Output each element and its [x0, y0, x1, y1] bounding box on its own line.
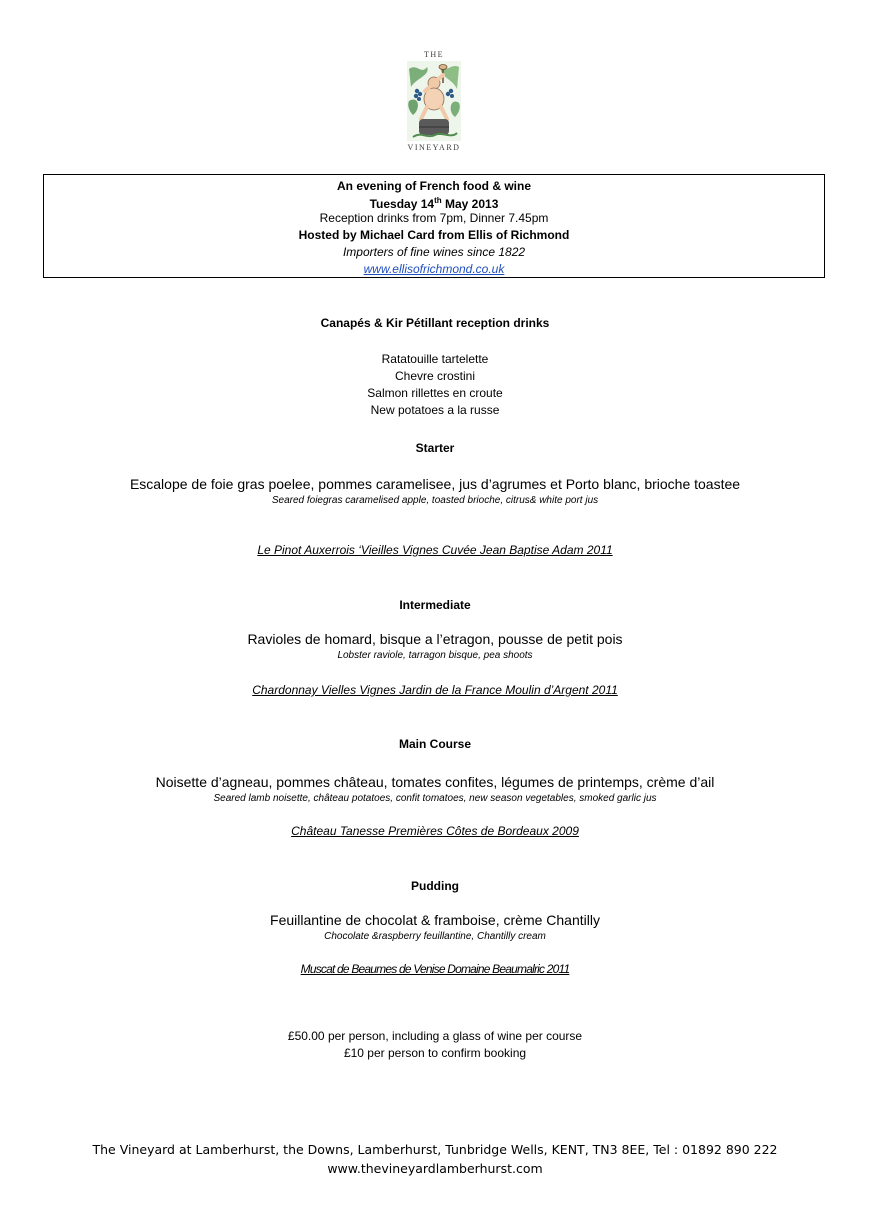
starter-dish-english: Seared foiegras caramelised apple, toasted brioche, citrus& white port jus — [271, 495, 599, 506]
ellis-website-link[interactable]: www.ellisofrichmond.co.uk — [363, 262, 505, 276]
reception-item: Chevre crostini — [394, 369, 476, 383]
event-tagline: Importers of fine wines since 1822 — [342, 245, 526, 259]
main-wine: Château Tanesse Premières Côtes de Bordeaux 2009 — [291, 824, 579, 838]
logo-bottom-text: VINEYARD — [407, 143, 461, 152]
course-heading-intermediate: Intermediate — [399, 598, 471, 612]
intermediate-wine: Chardonnay Vielles Vignes Jardin de la France Moulin d’Argent 2011 — [252, 683, 618, 697]
intermediate-dish: Ravioles de homard, bisque a l’etragon, pousse de petit pois — [247, 631, 623, 647]
footer-address: The Vineyard at Lamberhurst, the Downs, Lamberhurst, Tunbridge Wells, KENT, TN3 8EE, Tel : 01892 890 222 — [92, 1142, 778, 1157]
event-date — [44, 194, 824, 211]
event-date-prefix: Tuesday 14 — [369, 197, 435, 211]
vineyard-logo — [404, 50, 464, 156]
footer-website: www.thevineyardlamberhurst.com — [327, 1161, 543, 1176]
main-dish: Noisette d’agneau, pommes château, tomates confites, légumes de printemps, crème d’ail — [155, 774, 715, 790]
price-per-person: £50.00 per person, including a glass of wine per course — [287, 1029, 583, 1043]
event-times: Reception drinks from 7pm, Dinner 7.45pm — [319, 211, 549, 225]
main-dish-english: Seared lamb noisette, château potatoes, confit tomatoes, new season vegetables, smoked garlic jus — [213, 793, 657, 804]
starter-dish: Escalope de foie gras poelee, pommes caramelisee, jus d’agrumes et Porto blanc, brioche toastee — [129, 476, 741, 492]
event-info-box — [43, 174, 825, 278]
course-heading-starter: Starter — [415, 441, 455, 455]
cherub-vine-illustration — [407, 61, 461, 141]
pudding-wine: Muscat de Beaumes de Venise Domaine Beaumalric 2011 — [300, 962, 570, 976]
event-website-row — [44, 262, 824, 276]
course-heading-pudding: Pudding — [411, 879, 459, 893]
course-heading-main: Main Course — [398, 737, 471, 751]
logo-top-text: THE — [423, 50, 445, 59]
booking-deposit: £10 per person to confirm booking — [343, 1046, 527, 1060]
event-date-ordinal: th — [434, 196, 442, 205]
event-date-suffix: May 2013 — [441, 197, 499, 211]
reception-item: New potatoes a la russe — [370, 403, 500, 417]
pudding-dish-english: Chocolate &raspberry feuillantine, Chantilly cream — [324, 931, 546, 942]
reception-heading: Canapés & Kir Pétillant reception drinks — [320, 316, 550, 330]
reception-item: Ratatouille tartelette — [381, 352, 489, 366]
reception-item: Salmon rillettes en croute — [367, 386, 503, 400]
event-host: Hosted by Michael Card from Ellis of Richmond — [298, 228, 570, 242]
pudding-dish: Feuillantine de chocolat & framboise, crème Chantilly — [270, 912, 600, 928]
starter-wine: Le Pinot Auxerrois ‘Vieilles Vignes Cuvée Jean Baptise Adam 2011 — [257, 543, 613, 557]
event-title: An evening of French food & wine — [336, 179, 531, 193]
intermediate-dish-english: Lobster raviole, tarragon bisque, pea shoots — [337, 650, 533, 661]
